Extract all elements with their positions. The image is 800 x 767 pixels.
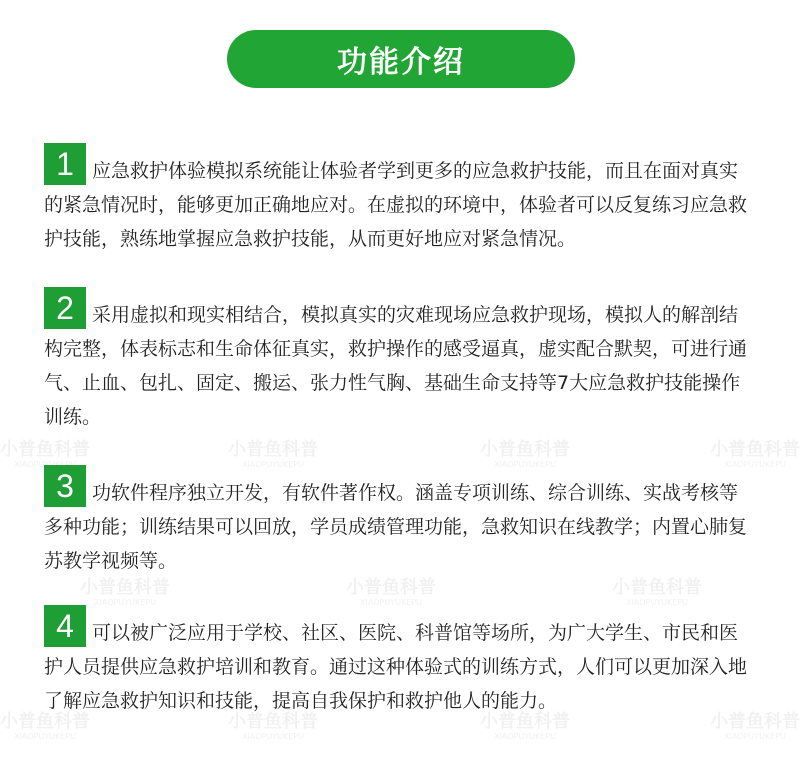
watermark: 小普鱼科普 XIAOPUYUKEPU (480, 711, 570, 741)
feature-number-badge: 3 (44, 465, 86, 507)
feature-number-badge: 2 (44, 287, 86, 329)
feature-number-badge: 4 (44, 605, 86, 647)
feature-item-2 (44, 287, 760, 434)
page-title-text: 功能介绍 (337, 45, 465, 80)
feature-number-badge: 1 (44, 143, 86, 185)
feature-text: 采用虚拟和现实相结合，模拟真实的灾难现场应急救护现场，模拟人的解剖结构完整，体表标志和生命体征真实，救护操作的感受逼真，虚实配合默契，可进行通气、止血、包扎、固定、搬运、张力性气胸、基础生命支持等7大应急救护技能操作训练。 (44, 304, 748, 428)
page-title (227, 30, 575, 88)
watermark: 小普鱼科普 XIAOPUYUKEPU (228, 439, 318, 469)
watermark: 小普鱼科普 XIAOPUYUKEPU (346, 577, 436, 607)
feature-text: 可以被广泛应用于学校、社区、医院、科普馆等场所，为广大学生、市民和医护人员提供应急救护培训和教育。通过这种体验式的训练方式，人们可以更加深入地了解应急救护知识和技能，提高自我保护和救护他人的能力。 (44, 622, 748, 712)
watermark: 小普鱼科普 XIAOPUYUKEPU (80, 577, 170, 607)
watermark: 小普鱼科普 XIAOPUYUKEPU (228, 711, 318, 741)
watermark: 小普鱼科普 (0, 439, 90, 460)
watermark: 小普鱼科普 XIAOPUYUKEPU (0, 711, 90, 741)
feature-item-1 (44, 143, 760, 256)
feature-item-3 (44, 465, 760, 578)
watermark: 小普鱼科普 XIAOPUYUKEPU (480, 439, 570, 469)
watermark: 小普鱼科普 XIAOPUYUKEPU (710, 439, 800, 469)
watermark: 小普鱼科普 XIAOPUYUKEPU (710, 711, 800, 741)
feature-text: 应急救护体验模拟系统能让体验者学到更多的应急救护技能，而且在面对真实的紧急情况时，能够更加正确地应对。在虚拟的环境中，体验者可以反复练习应急救护技能，熟练地掌握应急救护技能，从而更好地应对紧急情况。 (44, 160, 748, 250)
watermark: 小普鱼科普 XIAOPUYUKEPU (612, 577, 702, 607)
feature-text: 功软件程序独立开发，有软件著作权。涵盖专项训练、综合训练、实战考核等多种功能；训练结果可以回放，学员成绩管理功能，急救知识在线教学；内置心肺复苏教学视频等。 (44, 482, 748, 572)
feature-item-4 (44, 605, 760, 718)
